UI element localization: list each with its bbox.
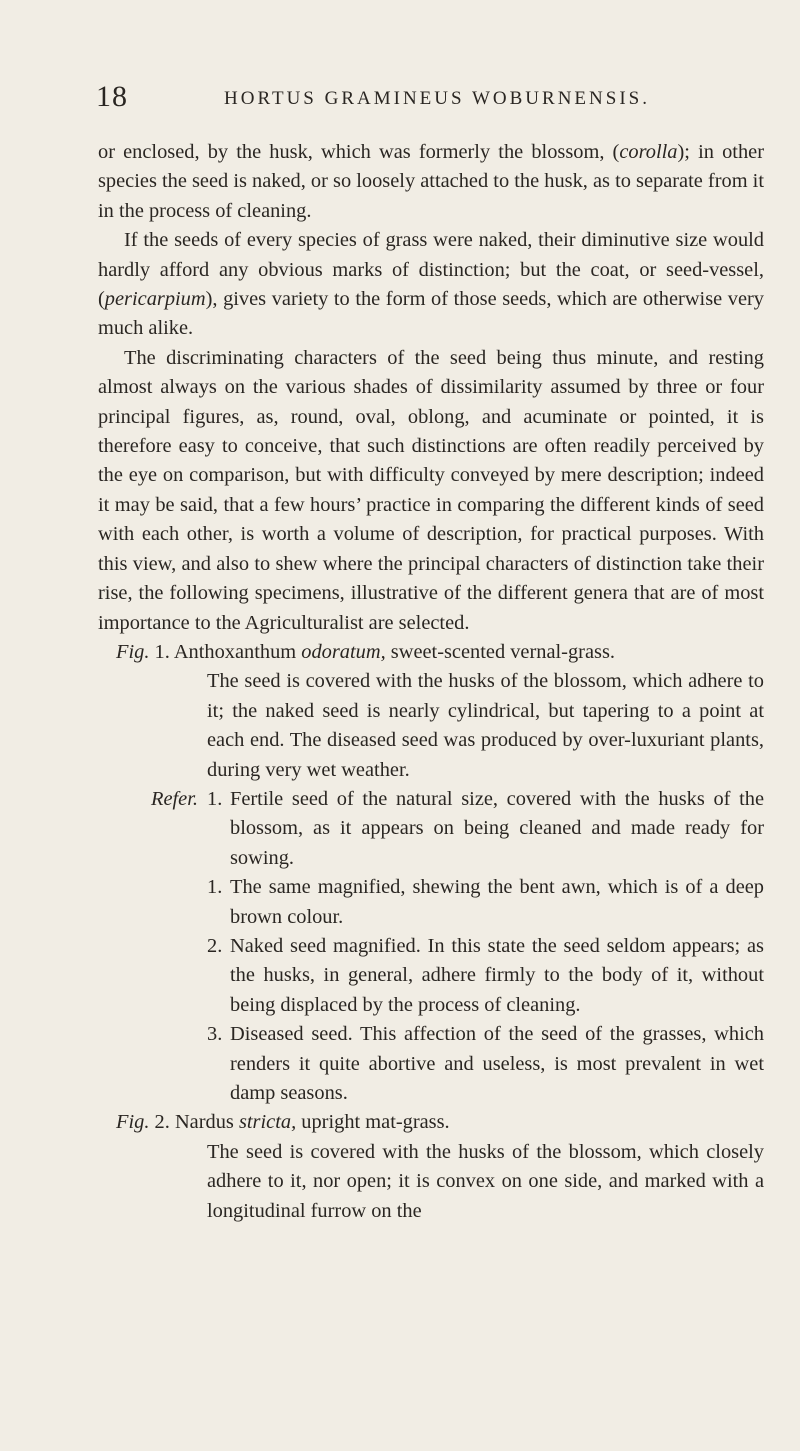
fig-1-species: odoratum, (301, 640, 386, 663)
refer-item-1 (98, 785, 764, 873)
fig-1-description: The seed is covered with the husks of the blossom, which adhere to it; the naked seed is nearly cylindrical, but tapering to a point at each end. The diseased seed was produced by over-luxuriant plants, during very wet weather. (207, 670, 764, 781)
fig-2-heading (98, 1108, 764, 1137)
paragraph-3: The discriminating characters of the seed being thus minute, and resting almost always on the various shades of dissimilarity assumed by three or four principal figures, as, round, oval, oblong, and acuminate or pointed, it is therefore easy to conceive, that such distinctions are often readily perceived by the eye on comparison, but with difficulty conveyed by mere description; indeed it may be said, that a few hours’ practice in comparing the different kinds of seed with each other, is worth a volume of description, for practical purposes. With this view, and also to shew where the principal characters of distinction take their rise, the following specimens, illustrative of the different genera that are of most importance to the Agriculturalist are selected. (98, 346, 764, 634)
refer-item-text: Diseased seed. This affection of the seed of the grasses, which renders it quite abortive and useless, is most prevalent in wet damp seasons. (230, 1023, 764, 1104)
fig-1-genus: Anthoxanthum (173, 640, 297, 663)
refer-item-text: Naked seed magnified. In this state the seed seldom appears; as the husks, in general, adhere firmly to the body of it, without being displaced by the process of cleaning. (230, 934, 764, 1016)
paragraph-2-text-a: If the seeds of every species of grass were naked, their diminutive size would hardly afford any obvious marks of distinction; but the coat, or seed-vessel, ( (98, 229, 764, 311)
refer-item-number: 1. (207, 787, 223, 810)
refer-item-number: 2. (207, 934, 223, 957)
refer-label: Refer. (151, 787, 198, 810)
fig-2-common-name: upright mat-grass. (301, 1111, 450, 1134)
page-header (96, 80, 770, 120)
fig-1-label: Fig. (116, 640, 150, 663)
term-corolla: corolla (619, 141, 678, 163)
page-body (98, 138, 764, 1226)
paragraph-1 (98, 138, 764, 226)
fig-2-number: 2. (154, 1111, 170, 1134)
fig-1-number: 1. (154, 640, 170, 663)
refer-item-number: 1. (207, 876, 223, 899)
refer-item-number: 3. (207, 1023, 223, 1046)
refer-item-4 (98, 1020, 764, 1108)
refer-item-text: Fertile seed of the natural size, covered with the husks of the blossom, as it appears on being cleaned and made ready for sowing. (230, 787, 764, 869)
paragraph-1-text-c: ); in other species the seed is naked, or so loosely attached to the husk, as to separate from it in the process of cleaning. (98, 141, 764, 222)
paragraph-1-text-a: or enclosed, by the husk, which was formerly the blossom, ( (98, 141, 620, 163)
refer-item-text: The same magnified, shewing the bent awn, which is of a deep brown colour. (230, 876, 764, 928)
refer-item-2 (98, 873, 764, 932)
fig-2-species: stricta, (238, 1111, 297, 1134)
refer-item-3 (98, 932, 764, 1020)
paragraph-2 (98, 226, 764, 344)
paragraph-2-text-c: ), gives variety to the form of those seeds, which are otherwise very much alike. (98, 288, 764, 340)
fig-2-genus: Nardus (174, 1111, 234, 1134)
running-head: HORTUS GRAMINEUS WOBURNENSIS. (224, 88, 650, 109)
fig-1-common-name: sweet-scented vernal-grass. (390, 640, 615, 663)
fig-2-label: Fig. (116, 1111, 150, 1134)
fig-1-heading (98, 638, 764, 667)
fig-2-description: The seed is covered with the husks of the blossom, which closely adhere to it, nor open; it is convex on one side, and marked with a longitudinal furrow on the (207, 1140, 764, 1222)
term-pericarpium: pericarpium (104, 288, 206, 311)
page-number: 18 (96, 80, 128, 113)
